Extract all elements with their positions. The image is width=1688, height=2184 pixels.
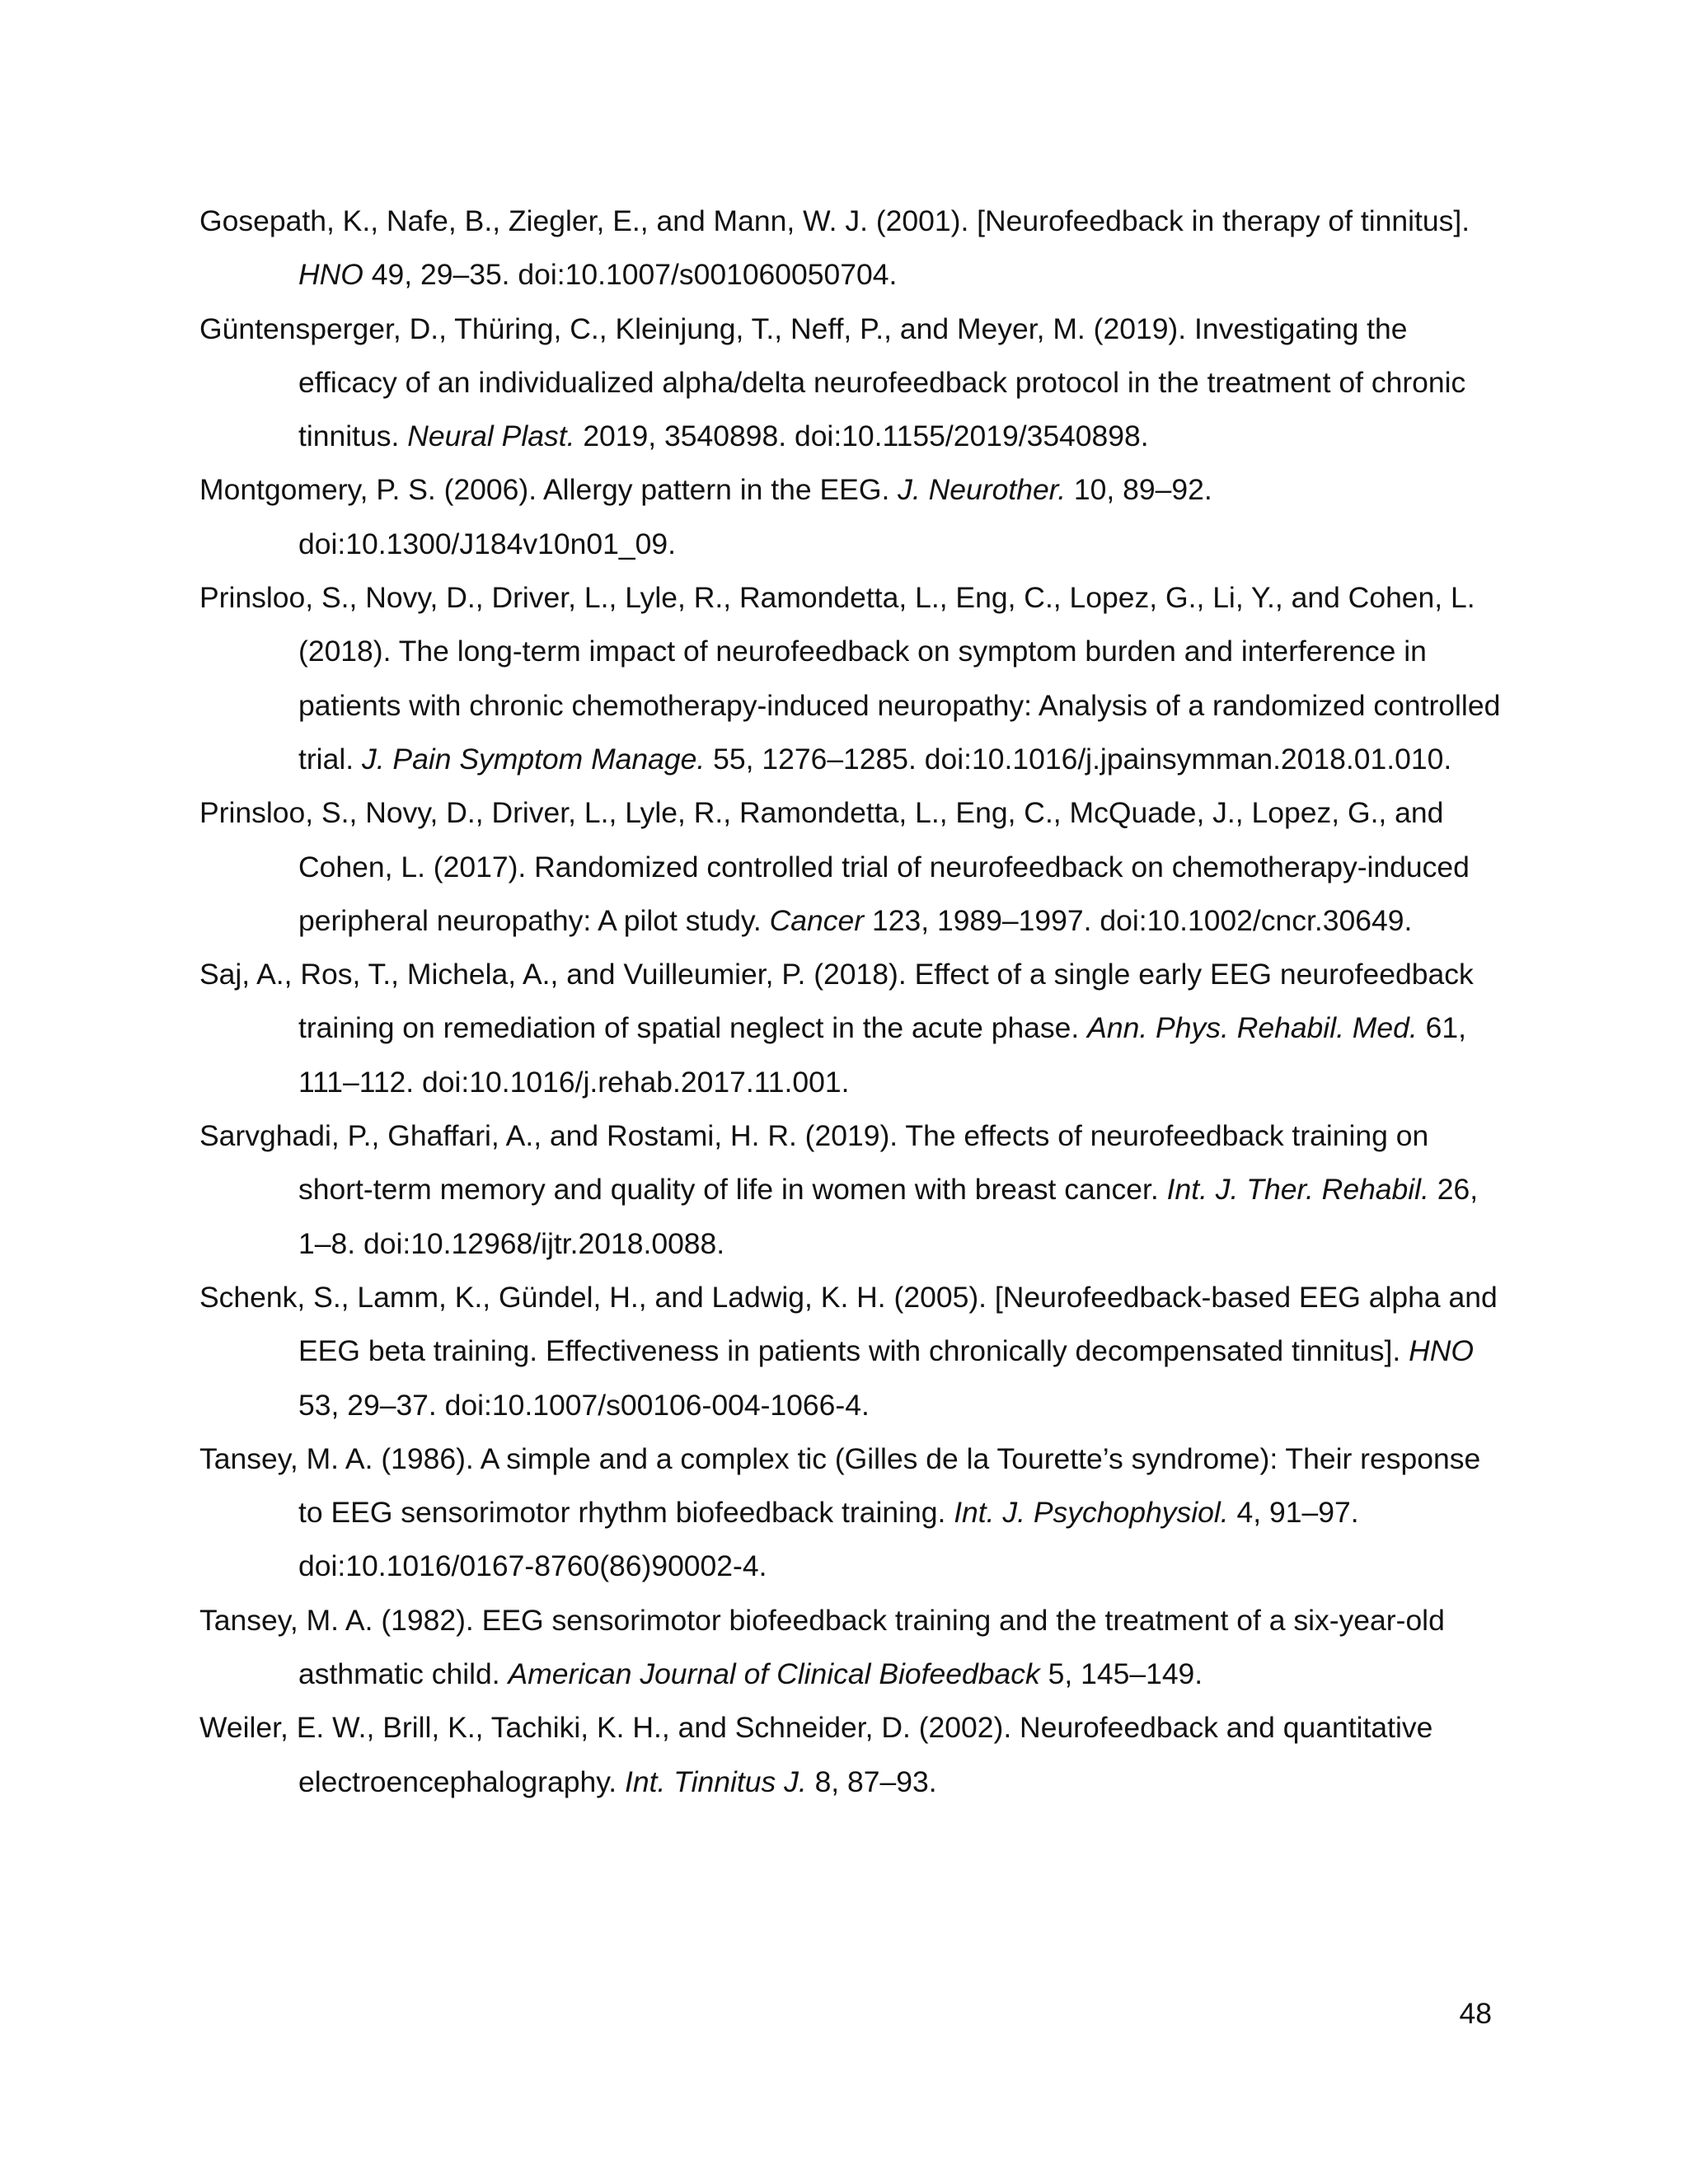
journal-title: Ann. Phys. Rehabil. Med.	[1087, 1011, 1418, 1045]
reference-text: Weiler, E. W., Brill, K., Tachiki, K. H., and Schneider, D. (2002). Neurofeedback and quantitative electroencephalography.	[199, 1711, 1433, 1798]
reference-entry	[199, 463, 1502, 571]
reference-entry	[199, 1432, 1502, 1594]
reference-entry	[199, 948, 1502, 1109]
journal-title: Neural Plast.	[407, 419, 575, 453]
page-number: 48	[1459, 1997, 1492, 2030]
journal-title: Int. J. Psychophysiol.	[954, 1496, 1229, 1530]
reference-entry	[199, 571, 1502, 786]
reference-entry	[199, 194, 1502, 302]
reference-text: Schenk, S., Lamm, K., Gündel, H., and Ladwig, K. H. (2005). [Neurofeedback-based EEG alpha and EEG beta training. Effectiveness in patients with chronically decompensated tinnitus].	[199, 1280, 1498, 1368]
reference-text: 61, 111–112. doi:10.1016/j.rehab.2017.11.001.	[298, 1011, 1466, 1099]
reference-text: Tansey, M. A. (1982). EEG sensorimotor biofeedback training and the treatment of a six-year-old asthmatic child.	[199, 1603, 1445, 1691]
journal-title: Cancer	[769, 903, 865, 937]
reference-text: Güntensperger, D., Thüring, C., Kleinjung, T., Neff, P., and Meyer, M. (2019). Investigating the efficacy of an individualized alpha/delta neurofeedback protocol in the treatment of chronic tinnitus.	[199, 312, 1466, 453]
reference-text: 49, 29–35. doi:10.1007/s001060050704.	[363, 258, 898, 292]
reference-entry	[199, 1701, 1502, 1809]
reference-text: 4, 91–97. doi:10.1016/0167-8760(86)90002-4.	[298, 1496, 1359, 1583]
reference-entry	[199, 786, 1502, 948]
journal-title: HNO	[298, 258, 363, 292]
reference-text: 53, 29–37. doi:10.1007/s00106-004-1066-4.	[298, 1388, 870, 1422]
reference-entry	[199, 1594, 1502, 1702]
reference-text: 26, 1–8. doi:10.12968/ijtr.2018.0088.	[298, 1173, 1479, 1260]
reference-entry	[199, 302, 1502, 464]
reference-text: 123, 1989–1997. doi:10.1002/cncr.30649.	[864, 903, 1413, 937]
reference-text: 55, 1276–1285. doi:10.1016/j.jpainsymman.2018.01.010.	[705, 742, 1452, 776]
reference-text: Gosepath, K., Nafe, B., Ziegler, E., and Mann, W. J. (2001). [Neurofeedback in therapy of tinnitus].	[199, 204, 1470, 237]
journal-title: HNO	[1409, 1334, 1475, 1368]
reference-text: Montgomery, P. S. (2006). Allergy pattern in the EEG.	[199, 473, 898, 507]
reference-text: Saj, A., Ros, T., Michela, A., and Vuilleumier, P. (2018). Effect of a single early EEG neurofeedback training on remediation of spatial neglect in the acute phase.	[199, 958, 1474, 1045]
reference-entry	[199, 1271, 1502, 1432]
reference-list	[199, 194, 1502, 1809]
journal-title: American Journal of Clinical Biofeedback	[508, 1657, 1040, 1691]
reference-text: Prinsloo, S., Novy, D., Driver, L., Lyle, R., Ramondetta, L., Eng, C., Lopez, G., Li, Y., and Cohen, L. (2018). The long-term impact of neurofeedback on symptom burden and interference in patients with chronic chemotherapy-induced neuropathy: Analysis of a randomized controlled trial.	[199, 581, 1501, 776]
reference-text: Sarvghadi, P., Ghaffari, A., and Rostami, H. R. (2019). The effects of neurofeedback training on short-term memory and quality of life in women with breast cancer.	[199, 1119, 1429, 1207]
reference-text: 5, 145–149.	[1039, 1657, 1203, 1691]
reference-text: 8, 87–93.	[806, 1765, 937, 1798]
reference-text: 2019, 3540898. doi:10.1155/2019/3540898.	[574, 419, 1149, 453]
journal-title: Int. J. Ther. Rehabil.	[1166, 1173, 1429, 1207]
journal-title: Int. Tinnitus J.	[625, 1765, 807, 1798]
reference-text: Prinsloo, S., Novy, D., Driver, L., Lyle, R., Ramondetta, L., Eng, C., McQuade, J., Lopez, G., and Cohen, L. (2017). Randomized controlled trial of neurofeedback on chemotherapy-induced peripheral neuropathy: A pilot study.	[199, 796, 1470, 937]
reference-entry	[199, 1109, 1502, 1271]
journal-title: J. Neurother.	[898, 473, 1067, 507]
reference-text: 10, 89–92. doi:10.1300/J184v10n01_09.	[298, 473, 1212, 560]
journal-title: J. Pain Symptom Manage.	[361, 742, 706, 776]
reference-text: Tansey, M. A. (1986). A simple and a complex tic (Gilles de la Tourette’s syndrome): Their response to EEG sensorimotor rhythm biofeedback training.	[199, 1441, 1481, 1530]
